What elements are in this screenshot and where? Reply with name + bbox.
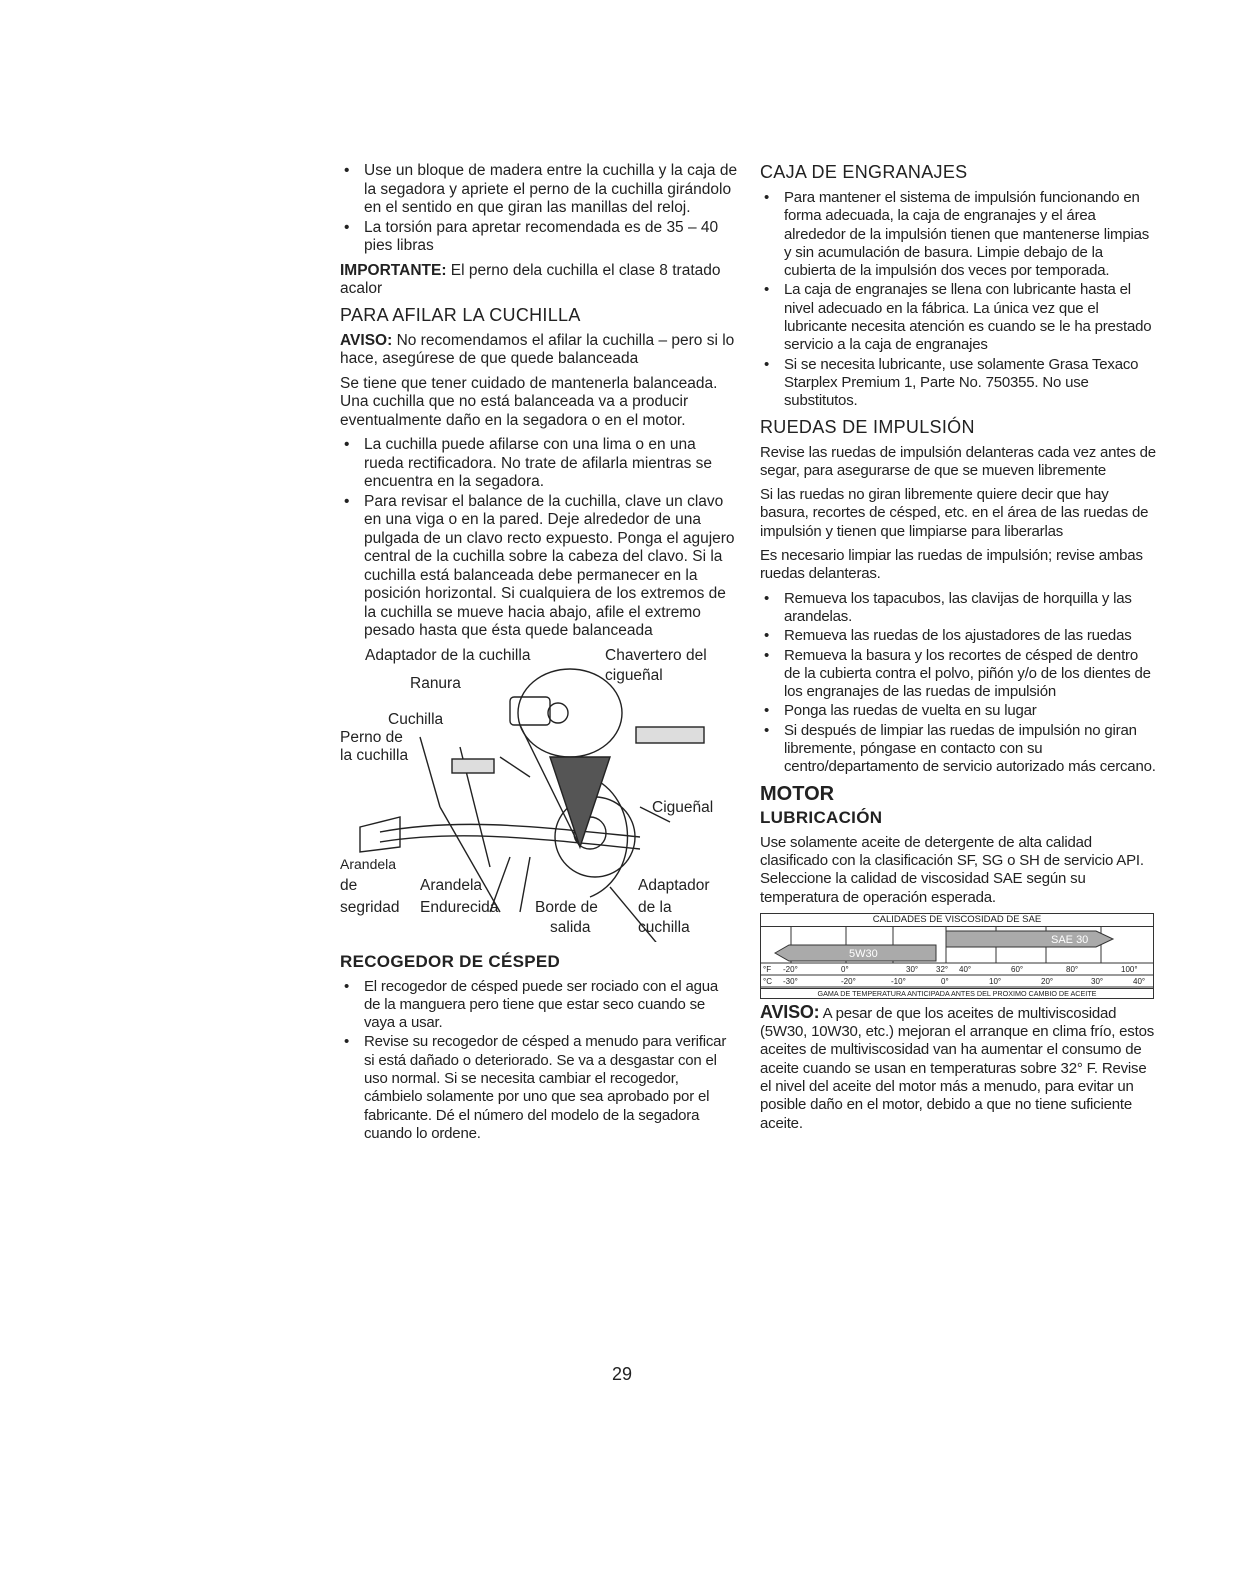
list-item: • Ponga las ruedas de vuelta en su lugar (764, 702, 1037, 720)
c-tick: -30° (783, 976, 798, 986)
viscosity-chart (760, 913, 1154, 999)
c-tick: -10° (891, 976, 906, 986)
list-item: • Remueva la basura y los recortes de césped de dentro de la cubierta contra el polvo, piñón y/o de los dientes de los engranajes de las ruedas de impulsión (764, 646, 1151, 701)
importante-label: IMPORTANTE: (340, 261, 447, 279)
label-chavertero-1: Chavertero del (605, 646, 707, 664)
label-arandela-3: segridad (340, 898, 400, 916)
list-item: • El recogedor de césped puede ser rociado con el agua de la manguera pero tiene que estar seco cuando se vaya a usar. (344, 977, 719, 1032)
chart-footer: GAMA DE TEMPERATURA ANTICIPADA ANTES DEL PROXIMO CAMBIO DE ACEITE (761, 988, 1153, 998)
motor-aviso-note (760, 1003, 1158, 1133)
intro-bullet-list (340, 162, 738, 256)
page-number: 29 (611, 1364, 633, 1384)
c-tick: 40° (1133, 976, 1146, 986)
list-item-text: Remueva las ruedas de los ajustadores de las ruedas (784, 627, 1132, 645)
label-adaptador-cuchilla: Adaptador de la cuchilla (365, 646, 531, 664)
list-item-text: Remueva la basura y los recortes de césped de dentro de la cubierta contra el polvo, piñón y/o de los dientes de los engranajes de las ruedas de impulsión (784, 646, 1151, 701)
label-arandela-end-1: Arandela (420, 876, 483, 894)
ruedas-bullet-list (760, 590, 1158, 777)
label-arandela-2: de (340, 876, 358, 894)
list-item-text: La torsión para apretar recomendada es de 35 – 40 pies libras (364, 218, 719, 254)
label-sae30: SAE 30 (1051, 933, 1089, 946)
label-borde-1: Borde de (535, 898, 598, 916)
list-item-text: Si después de limpiar las ruedas de impulsión no giran libremente, póngase en contacto con su centro/departamento de servicio autorizado más cercano. (784, 721, 1156, 776)
ruedas-paragraph-1: Revise las ruedas de impulsión delanteras cada vez antes de segar, para asegurarse de que se mueven libremente (760, 443, 1156, 479)
label-cuchilla: Cuchilla (388, 710, 444, 728)
list-item-text: Para revisar el balance de la cuchilla, clave un clavo en una viga o en la pared. Deje alrededor de una pulgada de un clavo recto expuesto. Ponga el agujero central de la cuchilla sobre la cabeza del clavo. Si la cuchilla está balanceada debe permanecer en la posición horizontal. Si cualquiera de los extremos de la cuchilla se mueve hacia abajo, afile el extremo pesado hasta que ésta quede balanceada (364, 492, 735, 639)
aviso-label: AVISO: (340, 331, 393, 349)
importante-note (340, 262, 738, 299)
list-item-text: Remueva los tapacubos, las clavijas de horquilla y las arandelas. (784, 589, 1132, 625)
label-perno-2: la cuchilla (340, 746, 409, 764)
c-tick: 20° (1041, 976, 1054, 986)
lubricacion-paragraph: Use solamente aceite de detergente de alta calidad clasificado con la clasificación SF, SG o SH de servicio API. Seleccione la calidad de viscosidad SAE según su temperatura de operación esperada. (760, 833, 1144, 906)
blade-diagram-illustration (340, 647, 740, 942)
list-item-text: El recogedor de césped puede ser rociado con el agua de la manguera pero tiene que estar seco cuando se vaya a usar. (364, 977, 719, 1032)
list-item-text: Revise su recogedor de césped a menudo para verificar si está dañado o deteriorado. Se va a desgastar con el uso normal. Si se necesita cambiar el recogedor, cámbielo solamente por uno que sea aprobado por el fabricante. Dé el número del modelo de la segadora cuando lo ordene. (364, 1033, 727, 1142)
list-item: • Remueva las ruedas de los ajustadores de las ruedas (764, 627, 1132, 645)
c-tick: -20° (841, 976, 856, 986)
right-column (760, 162, 1158, 1139)
importante-text: El perno dela cuchilla el clase 8 tratado acalor (340, 261, 721, 297)
label-adaptador-1: Adaptador (638, 876, 710, 894)
recogedor-heading: RECOGEDOR DE CÉSPED (340, 951, 561, 971)
c-axis-label: °C (763, 976, 772, 986)
list-item-text: Si se necesita lubricante, use solamente Grasa Texaco Starplex Premium 1, Parte No. 750355. No use substitutos. (784, 355, 1139, 410)
f-tick: 60° (1011, 964, 1024, 974)
aviso-text: No recomendamos el afilar la cuchilla – pero si lo hace, asegúrese de que quede balanceada (340, 331, 735, 367)
label-adaptador-2: de la (638, 898, 672, 916)
label-adaptador-3: cuchilla (638, 918, 690, 936)
afilar-bullet-list (340, 436, 738, 641)
label-borde-2: salida (550, 918, 591, 936)
recogedor-bullet-list (340, 978, 738, 1144)
list-item: • Para mantener el sistema de impulsión funcionando en forma adecuada, la caja de engranajes y el área alrededor de la impulsión tienen que mantenerse limpias y sin acumulación de basura. Limpie debajo de la cubierta de la impulsión dos veces por temporada. (764, 189, 1150, 280)
f-tick: 80° (1066, 964, 1079, 974)
label-arandela-1: Arandela (340, 855, 397, 872)
caja-heading: CAJA DE ENGRANAJES (760, 162, 968, 182)
lubricacion-heading: LUBRICACIÓN (760, 807, 883, 827)
balance-paragraph: Se tiene que tener cuidado de mantenerla balanceada. Una cuchilla que no está balanceada va a producir eventualmente daño en la segadora o en el motor. (340, 374, 718, 429)
f-tick: 100° (1121, 964, 1138, 974)
f-tick: 30° (906, 964, 919, 974)
list-item: • La cuchilla puede afilarse con una lima o en una rueda rectificadora. No trate de afilarla mientras se encuentra en la segadora. (344, 436, 713, 490)
list-item-text: Use un bloque de madera entre la cuchilla y la caja de la segadora y apriete el perno de la cuchilla girándolo en el sentido en que giran las manillas del reloj. (364, 162, 738, 216)
label-ranura: Ranura (410, 674, 461, 692)
list-item: • Si se necesita lubricante, use solamente Grasa Texaco Starplex Premium 1, Parte No. 750355. No use substitutos. (764, 355, 1139, 410)
f-tick: 32° (936, 964, 949, 974)
list-item: • Revise su recogedor de césped a menudo para verificar si está dañado o deteriorado. Se va a desgastar con el uso normal. Si se necesita cambiar el recogedor, cámbielo solamente por uno que sea aprobado por el fabricante. Dé el número del modelo de la segadora cuando lo ordene. (344, 1033, 727, 1142)
label-5w30: 5W30 (849, 947, 878, 960)
list-item: • Si después de limpiar las ruedas de impulsión no giran libremente, póngase en contacto con su centro/departamento de servicio autorizado más cercano. (764, 721, 1156, 776)
chart-title: CALIDADES DE VISCOSIDAD DE SAE (761, 914, 1153, 927)
c-tick: 30° (1091, 976, 1104, 986)
list-item: • La caja de engranajes se llena con lubricante hasta el nivel adecuado en la fábrica. La única vez que el lubricante necesita atención es cuando se le ha prestado servicio a la caja de engranajes (764, 281, 1152, 354)
list-item: • Remueva los tapacubos, las clavijas de horquilla y las arandelas. (764, 589, 1132, 625)
ruedas-heading: RUEDAS DE IMPULSIÓN (760, 416, 975, 437)
motor-aviso-text: A pesar de que los aceites de multiviscosidad (5W30, 10W30, etc.) mejoran el arranque en clima frío, estos aceites de multiviscosidad van ha aumentar el consumo de aceite cuando se usan en temperaturas sobre 32° F. Revise el nivel del aceite del motor más a menudo, para evitar un posible daño en el motor, debido a que no tiene suficiente aceite. (760, 1004, 1155, 1132)
list-item-text: Para mantener el sistema de impulsión funcionando en forma adecuada, la caja de engranajes y el área alrededor de la impulsión tienen que mantenerse limpias y sin acumulación de basura. Limpie debajo de la cubierta de la impulsión dos veces por temporada. (784, 189, 1150, 280)
list-item-text: La caja de engranajes se llena con lubricante hasta el nivel adecuado en la fábrica. La única vez que el lubricante necesita atención es cuando se le ha prestado servicio a la caja de engranajes (784, 281, 1152, 354)
label-arandela-end-2: Endurecida (420, 898, 499, 916)
ruedas-paragraph-2: Si las ruedas no giran libremente quiere decir que hay basura, recortes de césped, etc. en el área de las ruedas de impulsión y tienen que limpiarse para liberarlas (760, 486, 1149, 540)
f-axis-label: °F (763, 964, 772, 974)
c-tick: 0° (941, 976, 949, 986)
caja-bullet-list (760, 189, 1158, 411)
f-tick: 40° (959, 964, 972, 974)
f-tick: -20° (783, 964, 798, 974)
motor-aviso-label: AVISO: (760, 1001, 820, 1022)
left-column (340, 162, 738, 1149)
list-item-text: Ponga las ruedas de vuelta en su lugar (784, 702, 1037, 720)
blade-assembly-diagram (340, 647, 740, 942)
label-perno-1: Perno de (340, 728, 403, 746)
list-item: • La torsión para apretar recomendada es de 35 – 40 pies libras (344, 218, 719, 254)
list-item-text: La cuchilla puede afilarse con una lima o en una rueda rectificadora. No trate de afilarla mientras se encuentra en la segadora. (364, 436, 713, 490)
motor-heading: MOTOR (760, 782, 835, 805)
list-item: • Para revisar el balance de la cuchilla, clave un clavo en una viga o en la pared. Deje alrededor de una pulgada de un clavo recto expuesto. Ponga el agujero central de la cuchilla sobre la cabeza del clavo. Si la cuchilla está balanceada debe permanecer en la posición horizontal. Si cualquiera de los extremos de la cuchilla se mueve hacia abajo, afile el extremo pesado hasta que ésta quede balanceada (344, 492, 735, 639)
f-tick: 0° (841, 964, 849, 974)
afilar-heading: PARA AFILAR LA CUCHILLA (340, 304, 581, 325)
list-item: • Use un bloque de madera entre la cuchilla y la caja de la segadora y apriete el perno de la cuchilla girándolo en el sentido en que giran las manillas del reloj. (344, 162, 738, 216)
ruedas-paragraph-3: Es necesario limpiar las ruedas de impulsión; revise ambas ruedas delanteras. (760, 547, 1143, 583)
c-tick: 10° (989, 976, 1002, 986)
label-chavertero-2: cigueñal (605, 666, 663, 684)
aviso-note (340, 332, 738, 369)
label-ciguenal: Cigueñal (652, 798, 714, 816)
